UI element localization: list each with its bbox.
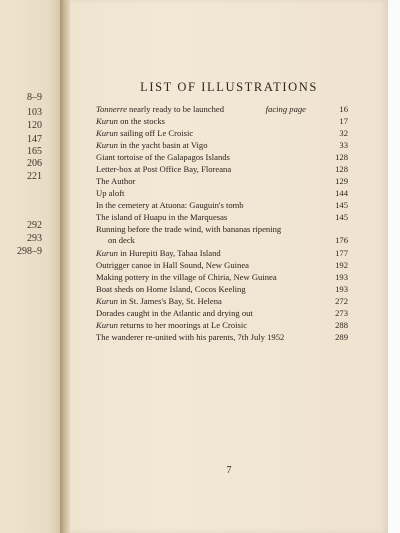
entry-page-number: 177 [335,248,348,258]
background-edge [388,0,400,533]
illustration-entry [96,128,334,139]
entry-italic: Kurun [96,320,118,330]
entry-caption: The Author [96,176,136,186]
entry-page-number: 16 [339,104,348,114]
left-page-number: 8–9 [27,92,42,103]
left-page-number: 165 [27,146,42,157]
illustration-entry [96,332,334,343]
entry-caption-continued: on deck [108,235,135,245]
entry-page-number: 17 [339,116,348,126]
entry-caption: returns to her moorings at Le Croisic [117,320,248,330]
book-gutter [60,0,70,533]
entry-italic: Kurun [96,128,118,138]
illustration-entry [96,248,334,259]
entry-page-number: 145 [335,212,348,222]
entry-caption: The wanderer re-united with his parents, 7th July 1952 [96,332,285,342]
entry-page-number: 33 [339,140,348,150]
page-title: LIST OF ILLUSTRATIONS [140,80,318,94]
left-page-number: 298–9 [17,246,42,257]
illustration-entry [96,224,334,246]
entry-page-number: 128 [335,152,348,162]
entry-page-number: 144 [335,188,348,198]
entry-italic: Kurun [96,296,118,306]
illustration-entry [96,320,334,331]
entry-caption: In the cemetery at Atuona: Gauguin's tomb [96,200,244,210]
left-page-edge [0,0,60,533]
illustration-entry [96,284,334,295]
left-page-number: 292 [27,220,42,231]
illustration-entry [96,308,334,319]
facing-page-label: facing page [265,104,306,114]
entry-page-number: 128 [335,164,348,174]
entry-page-number: 129 [335,176,348,186]
entry-italic: Kurun [96,248,118,258]
illustration-entry [96,164,334,175]
entry-caption: Up aloft [96,188,125,198]
entry-italic: Tonnerre [96,104,127,114]
entry-caption: in St. James's Bay, St. Helena [117,296,222,306]
entry-caption: sailing off Le Croisic [117,128,194,138]
left-page-number: 147 [27,134,42,145]
entry-caption: Making pottery in the village of Chiria, New Guinea [96,272,277,282]
illustration-entry [96,200,334,211]
entry-caption: nearly ready to be launched [126,104,225,114]
left-page-number: 206 [27,158,42,169]
entry-page-number: 193 [335,284,348,294]
illustration-entry [96,260,334,271]
entry-page-number: 273 [335,308,348,318]
page-folio: 7 [226,465,232,476]
illustration-entry [96,116,334,127]
entry-caption: Running before the trade wind, with bananas ripening [96,224,282,234]
entry-caption: Giant tortoise of the Galapagos Islands [96,152,230,162]
entry-page-number: 288 [335,320,348,330]
illustration-entry [96,176,334,187]
illustration-entry [96,212,334,223]
left-page-number: 293 [27,233,42,244]
left-page-number: 120 [27,120,42,131]
entry-page-number: 272 [335,296,348,306]
illustration-entry [96,272,334,283]
left-page-number: 221 [27,171,42,182]
entry-caption: in Hurepiti Bay, Tahaa Island [117,248,221,258]
illustration-entry [96,152,334,163]
entry-caption: The island of Huapu in the Marquesas [96,212,228,222]
entry-italic: Kurun [96,140,118,150]
entry-page-number: 176 [335,235,348,245]
entry-caption: Boat sheds on Home Island, Cocos Keeling [96,284,246,294]
entry-caption: on the stocks [117,116,165,126]
entry-caption: Dorades caught in the Atlantic and drying out [96,308,253,318]
entry-caption: Outrigger canoe in Hall Sound, New Guinea [96,260,249,270]
entry-page-number: 289 [335,332,348,342]
entry-page-number: 192 [335,260,348,270]
entry-italic: Kurun [96,116,118,126]
entry-caption: Letter-box at Post Office Bay, Floreana [96,164,232,174]
entry-page-number: 145 [335,200,348,210]
illustration-entry [96,140,334,151]
left-page-number: 103 [27,107,42,118]
entry-page-number: 32 [339,128,348,138]
illustration-entry [96,188,334,199]
entry-caption: in the yacht basin at Vigo [117,140,208,150]
entry-page-number: 193 [335,272,348,282]
illustration-entry [96,104,334,115]
illustration-entry [96,296,334,307]
